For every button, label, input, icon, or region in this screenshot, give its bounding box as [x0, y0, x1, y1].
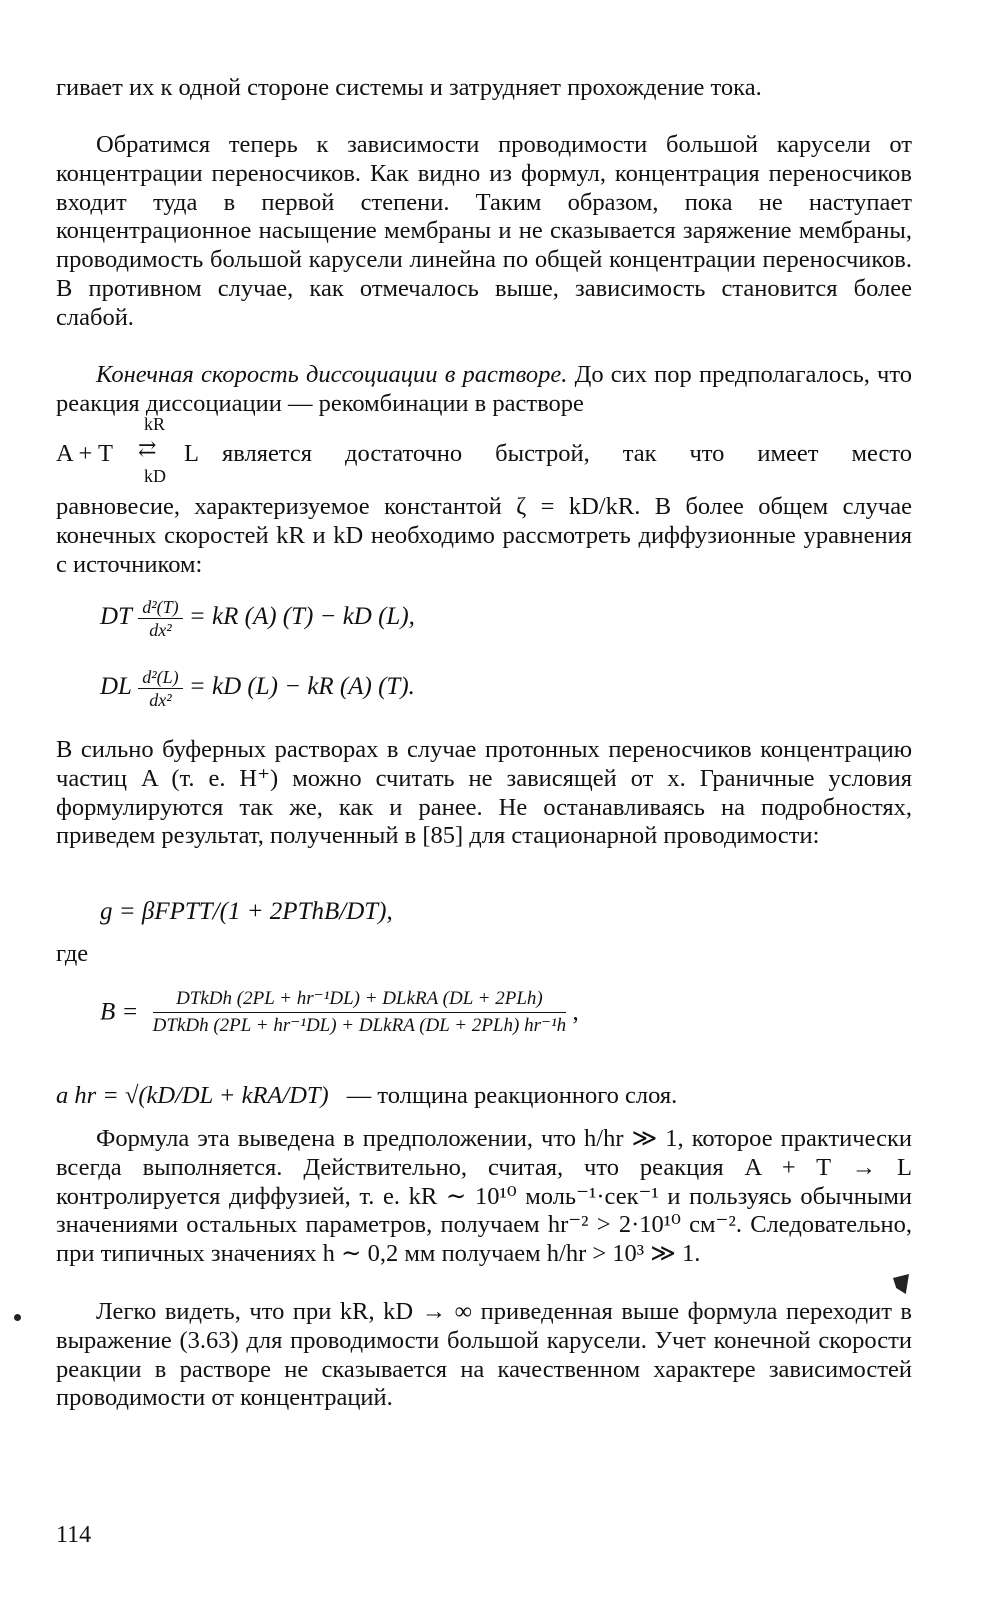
eq4-lhs: B =: [100, 998, 139, 1026]
paragraph-3: [56, 361, 912, 419]
paragraph-3-text: До сих пор предполагалось, что реакция диссоциации — рекомбинации в растворе: [56, 361, 913, 417]
eq2-rhs: = kD (L) − kR (A) (T).: [188, 673, 415, 701]
paragraph-7: Формула эта выведена в предположении, что h/hr ≫ 1, которое практически всегда выполняется. Действительно, считая, что реакция A + T → L контролируется диффузией, т. е. kR ∼ 10¹⁰ моль⁻¹·сек⁻¹ и пользуясь обычными значениями остальных параметров, получаем hr⁻² > 2·10¹⁰ см⁻². Следовательно, при типичных значениях h ∼ 0,2 мм получаем h/hr > 10³ ≫ 1.: [56, 1125, 912, 1268]
where-label: где: [56, 940, 89, 967]
hr-formula: a hr = √(kD/DL + kRA/DT): [56, 1082, 329, 1109]
eq4-numerator: DTkDh (2PL + hr⁻¹DL) + DLkRA (DL + 2PLh): [153, 986, 567, 1013]
reaction-layer-line: [56, 1082, 677, 1110]
kR-label: kR: [144, 414, 166, 434]
equilibrium-arrows-icon: ⇄: [138, 436, 157, 461]
eq1-rhs: = kR (A) (T) − kD (L),: [188, 603, 415, 631]
equation-4: [100, 986, 579, 1039]
eq1-lhs: DT: [100, 603, 132, 631]
eq2-denominator: dx²: [149, 690, 172, 710]
eq1-numerator: d²(T): [138, 596, 182, 619]
reaction-rhs: L: [184, 440, 199, 467]
equation-2: [100, 666, 415, 711]
hr-description: — толщина реакционного слоя.: [346, 1082, 678, 1109]
eq2-lhs: DL: [100, 673, 132, 701]
eq4-denominator: DTkDh (2PL + hr⁻¹DL) + DLkRA (DL + 2PLh) hr⁻¹h: [152, 1015, 567, 1036]
paragraph-2: Обратимся теперь к зависимости проводимости большой карусели от концентрации переносчиков. Как видно из формул, концентрация переносчиков входит туда в первой степени. Таким образом, пока не наступает концентрационное насыщение мембраны и не сказывается заряжение мембраны, проводимость большой карусели линейна по общей концентрации переносчиков. В противном случае, как отмечалось выше, зависимость становится более слабой.: [56, 131, 912, 331]
reaction-lhs: A + T: [56, 440, 113, 467]
kD-label: kD: [144, 466, 166, 486]
eq1-denominator: dx²: [149, 620, 172, 640]
paragraph-1: гивает их к одной стороне системы и затрудняет прохождение тока.: [56, 74, 762, 101]
eq2-numerator: d²(L): [138, 666, 182, 689]
eq4-comma: ,: [572, 998, 579, 1026]
paragraph-5: В сильно буферных растворах в случае протонных переносчиков концентрацию частиц A (т. е. H⁺) можно считать не зависящей от x. Граничные условия формулируются так же, как и ранее. Не останавливаясь на подробностях, приведем результат, полученный в [85] для стационарной проводимости:: [56, 736, 912, 850]
equation-3: g = βFPTT/(1 + 2PThB/DT),: [100, 898, 393, 925]
page-number: 114: [56, 1522, 92, 1548]
equation-1: [100, 596, 415, 641]
section-heading-italic: Конечная скорость диссоциации в растворе.: [96, 361, 568, 388]
reaction-text: является достаточно быстрой, так что имеет место: [222, 440, 912, 467]
paragraph-8: Легко видеть, что при kR, kD → ∞ приведенная выше формула переходит в выражение (3.63) для проводимости большой карусели. Учет конечной скорости реакции в растворе не сказывается на качественном характере зависимостей проводимости от концентраций.: [56, 1298, 912, 1412]
scan-dot: [14, 1314, 21, 1321]
paragraph-4: равновесие, характеризуемое константой ζ = kD/kR. В более общем случае конечных скоростей kR и kD необходимо рассмотреть диффузионные уравнения с источником:: [56, 493, 912, 578]
scan-blot: [893, 1274, 909, 1294]
